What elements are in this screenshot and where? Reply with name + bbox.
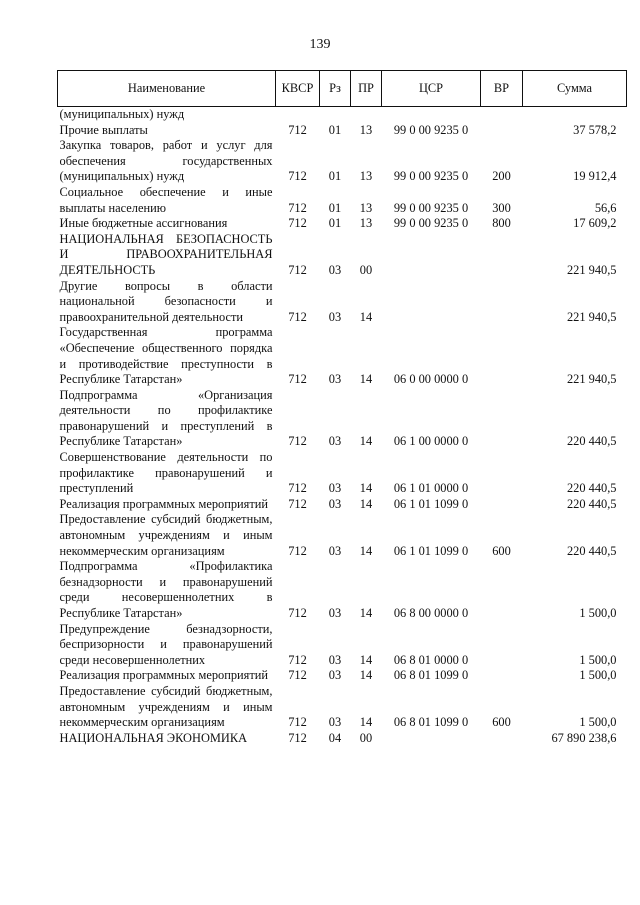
cell-pr: 14	[359, 668, 373, 683]
cell-rz	[320, 107, 351, 123]
table-row	[58, 684, 627, 731]
cell-sum: 221 940,5	[566, 262, 617, 277]
table-row	[58, 107, 627, 123]
cell-pr: 13	[359, 200, 373, 215]
cell-name: Социальное обеспечение и иные выплаты населению	[59, 184, 273, 215]
cell-kvsr	[276, 107, 320, 123]
cell-sum: 220 440,5	[566, 496, 617, 511]
cell-rz: 01	[328, 216, 342, 231]
cell-vr	[481, 668, 523, 684]
cell-pr: 14	[359, 481, 373, 496]
cell-vr: 300	[492, 200, 511, 215]
cell-sum: 220 440,5	[566, 543, 617, 558]
cell-kvsr: 712	[288, 496, 307, 511]
cell-sum: 220 440,5	[566, 481, 617, 496]
cell-pr: 14	[359, 606, 373, 620]
cell-pr: 14	[359, 715, 373, 730]
cell-vr	[481, 107, 523, 123]
cell-vr: 200	[492, 169, 511, 184]
cell-kvsr: 712	[288, 434, 307, 449]
cell-rz: 03	[328, 715, 342, 730]
cell-kvsr: 712	[288, 730, 307, 745]
cell-csr	[382, 107, 481, 123]
cell-kvsr: 712	[288, 652, 307, 667]
cell-name: Подпрограмма «Профилактика безнадзорности и правонарушений среди несовершеннолетних в Республике Татарстан»	[59, 559, 273, 620]
cell-sum: 67 890 238,6	[551, 730, 617, 745]
cell-kvsr: 712	[288, 481, 307, 496]
cell-rz: 03	[328, 372, 342, 387]
cell-name: Иные бюджетные ассигнования	[59, 216, 228, 231]
table-row	[58, 512, 627, 559]
cell-name: (муниципальных) нужд	[59, 107, 185, 121]
header-csr: ЦСР	[382, 71, 481, 107]
cell-rz: 03	[328, 496, 342, 511]
cell-rz: 03	[328, 309, 342, 324]
cell-csr: 06 1 01 1099 0	[393, 496, 469, 511]
cell-pr: 13	[359, 169, 373, 184]
cell-kvsr: 712	[288, 372, 307, 387]
cell-kvsr: 712	[288, 200, 307, 215]
header-kvsr: КВСР	[276, 71, 320, 107]
table-row	[58, 216, 627, 232]
cell-csr: 06 8 01 1099 0	[393, 715, 469, 730]
cell-pr: 00	[359, 262, 373, 277]
cell-kvsr: 712	[288, 543, 307, 558]
cell-sum: 1 500,0	[579, 606, 617, 620]
header-vr: ВР	[481, 71, 523, 107]
header-rz: Рз	[320, 71, 351, 107]
cell-kvsr: 712	[288, 606, 307, 620]
table-row	[58, 622, 627, 669]
cell-sum: 220 440,5	[566, 434, 617, 449]
table-row	[58, 559, 627, 621]
cell-sum: 221 940,5	[566, 309, 617, 324]
cell-rz: 01	[328, 169, 342, 184]
cell-csr: 06 1 01 0000 0	[393, 481, 469, 496]
cell-rz: 03	[328, 543, 342, 558]
table-row	[58, 232, 627, 279]
cell-rz: 03	[328, 668, 342, 683]
table-row	[58, 123, 627, 139]
cell-kvsr: 712	[288, 668, 307, 683]
cell-name: Предупреждение безнадзорности, беспризорности и правонарушений среди несовершеннолетних	[59, 621, 273, 667]
cell-name: Совершенствование деятельности по профилактике правонарушений и преступлений	[59, 450, 273, 496]
cell-name: НАЦИОНАЛЬНАЯ БЕЗОПАСНОСТЬ И ПРАВООХРАНИТЕЛЬНАЯ ДЕЯТЕЛЬНОСТЬ	[59, 231, 273, 277]
budget-table	[57, 70, 627, 746]
cell-sum: 221 940,5	[566, 372, 617, 387]
table-row	[58, 388, 627, 450]
cell-pr: 14	[359, 434, 373, 449]
cell-kvsr: 712	[288, 216, 307, 231]
cell-vr	[481, 731, 523, 747]
cell-sum: 1 500,0	[579, 668, 617, 683]
cell-name: НАЦИОНАЛЬНАЯ ЭКОНОМИКА	[59, 730, 248, 745]
header-name: Наименование	[58, 71, 276, 107]
cell-vr	[481, 279, 523, 326]
cell-sum: 19 912,4	[573, 169, 617, 184]
cell-sum: 56,6	[594, 200, 617, 215]
cell-pr: 14	[359, 496, 373, 511]
cell-name: Государственная программа «Обеспечение общественного порядка и противодействие преступности в Республике Татарстан»	[59, 325, 273, 387]
cell-rz: 03	[328, 481, 342, 496]
cell-csr: 06 8 01 1099 0	[393, 668, 469, 683]
cell-kvsr: 712	[288, 262, 307, 277]
cell-rz: 03	[328, 606, 342, 620]
header-pr: ПР	[351, 71, 382, 107]
cell-vr: 600	[492, 715, 511, 730]
cell-sum: 37 578,2	[573, 122, 617, 137]
cell-vr	[481, 559, 523, 621]
cell-sum	[523, 107, 627, 123]
cell-kvsr: 712	[288, 122, 307, 137]
table-row	[58, 138, 627, 185]
cell-kvsr: 712	[288, 715, 307, 730]
cell-sum: 1 500,0	[579, 652, 617, 667]
cell-vr	[481, 325, 523, 387]
cell-name: Предоставление субсидий бюджетным, автономным учреждениям и иным некоммерческим организациям	[59, 683, 273, 730]
cell-csr	[382, 232, 481, 279]
table-row	[58, 185, 627, 216]
cell-pr: 14	[359, 652, 373, 667]
cell-name: Реализация программных мероприятий	[59, 668, 269, 683]
cell-vr	[481, 123, 523, 139]
cell-pr: 14	[359, 543, 373, 558]
table-row	[58, 731, 627, 747]
table-row	[58, 325, 627, 387]
table-body	[58, 107, 627, 747]
table-row	[58, 450, 627, 497]
cell-pr: 14	[359, 372, 373, 387]
cell-pr: 13	[359, 122, 373, 137]
cell-vr	[481, 388, 523, 450]
cell-rz: 03	[328, 652, 342, 667]
cell-sum: 17 609,2	[573, 216, 617, 231]
cell-rz: 01	[328, 200, 342, 215]
cell-vr: 600	[492, 543, 511, 558]
cell-name: Закупка товаров, работ и услуг для обеспечения государственных (муниципальных) нужд	[59, 138, 273, 184]
page-number: 139	[309, 37, 331, 52]
cell-kvsr: 712	[288, 169, 307, 184]
cell-pr: 00	[359, 730, 373, 745]
cell-csr	[382, 279, 481, 326]
cell-csr: 06 1 01 1099 0	[393, 543, 469, 558]
cell-vr	[481, 450, 523, 497]
cell-rz: 03	[328, 434, 342, 449]
cell-csr: 06 0 00 0000 0	[393, 372, 469, 387]
table-row	[58, 668, 627, 684]
header-sum: Сумма	[523, 71, 627, 107]
cell-csr: 06 8 01 0000 0	[393, 652, 469, 667]
cell-rz: 04	[328, 730, 342, 745]
cell-name: Другие вопросы в области национальной безопасности и правоохранительной деятельности	[59, 278, 273, 324]
cell-rz: 03	[328, 262, 342, 277]
cell-csr: 99 0 00 9235 0	[393, 216, 469, 231]
cell-rz: 01	[328, 122, 342, 137]
cell-vr	[481, 622, 523, 669]
table-row	[58, 497, 627, 513]
cell-name: Подпрограмма «Организация деятельности по профилактике правонарушений и преступлений в Республике Татарстан»	[59, 387, 273, 449]
cell-vr: 800	[492, 216, 511, 231]
cell-vr	[481, 497, 523, 513]
table-header	[58, 71, 627, 107]
table-row	[58, 279, 627, 326]
cell-vr	[481, 232, 523, 279]
cell-csr: 06 8 00 0000 0	[393, 606, 469, 620]
cell-csr: 99 0 00 9235 0	[393, 200, 469, 215]
cell-csr: 99 0 00 9235 0	[393, 122, 469, 137]
cell-pr	[351, 107, 382, 123]
cell-name: Предоставление субсидий бюджетным, автономным учреждениям и иным некоммерческим организациям	[59, 512, 273, 558]
cell-csr: 99 0 00 9235 0	[393, 169, 469, 184]
cell-csr: 06 1 00 0000 0	[393, 434, 469, 449]
cell-pr: 13	[359, 216, 373, 231]
cell-sum: 1 500,0	[579, 715, 617, 730]
cell-kvsr: 712	[288, 309, 307, 324]
cell-csr	[382, 731, 481, 747]
cell-name: Прочие выплаты	[59, 122, 148, 137]
cell-name: Реализация программных мероприятий	[59, 496, 269, 511]
cell-pr: 14	[359, 309, 373, 324]
